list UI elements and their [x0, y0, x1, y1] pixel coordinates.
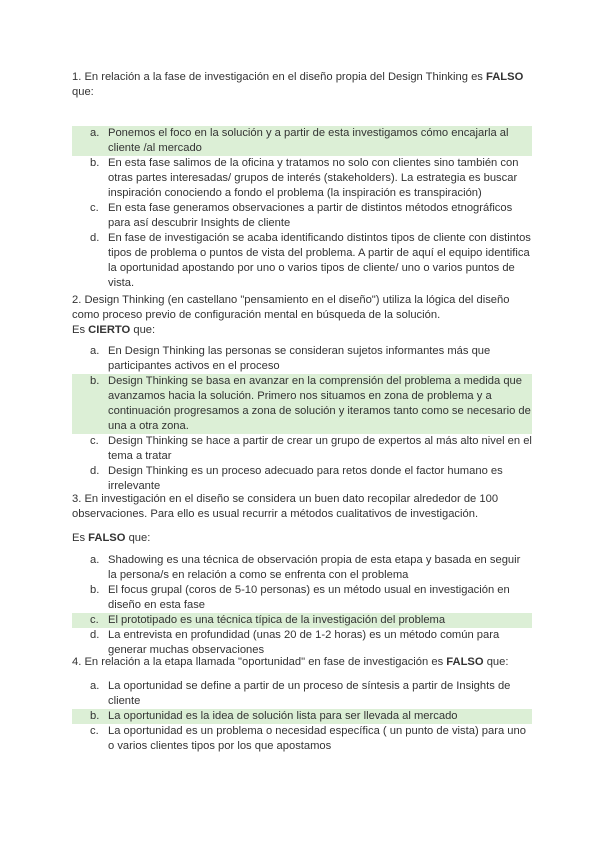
option-a[interactable]: a. Shadowing es una técnica de observación propia de esta etapa y basada en seguir la persona/s en relación a como se enfrenta con el problema	[90, 554, 521, 581]
question-3	[72, 492, 532, 658]
question-4	[72, 655, 532, 754]
option-c[interactable]: c. En esta fase generamos observaciones a partir de distintos métodos etnográficos para así descubrir Insights de cliente	[90, 202, 513, 229]
emphasis-falso: FALSO	[446, 656, 484, 668]
option-c[interactable]: c. Design Thinking se hace a partir de crear un grupo de expertos al más alto nivel en el tema a tratar	[90, 435, 532, 462]
emphasis-cierto: CIERTO	[88, 324, 131, 336]
question-4-options	[72, 679, 532, 754]
question-2-prompt: 2. Design Thinking (en castellano "pensamiento en el diseño") utiliza la lógica del diseño como proceso previo de configuración mental en búsqueda de la solución.	[72, 294, 510, 321]
question-1	[72, 70, 532, 291]
question-1-options	[72, 126, 532, 291]
emphasis-falso: FALSO	[88, 532, 126, 544]
option-a[interactable]: a. La oportunidad se define a partir de un proceso de síntesis a partir de Insights de cliente	[90, 680, 511, 707]
option-a[interactable]: a. En Design Thinking las personas se consideran sujetos informantes más que participantes activos en el proceso	[90, 345, 491, 372]
emphasis-falso: FALSO	[486, 71, 524, 83]
option-d[interactable]: d. La entrevista en profundidad (unas 20 de 1-2 horas) es un método común para generar muchas observaciones	[90, 629, 500, 656]
question-3-prompt: 3. En investigación en el diseño se considera un buen dato recopilar alrededor de 100 observaciones. Para ello es usual recurrir a métodos cualitativos de investigación.	[72, 493, 499, 520]
question-2	[72, 293, 532, 494]
option-b[interactable]: b. En esta fase salimos de la oficina y tratamos no solo con clientes sino también con otras partes interesadas/ grupos de interés (stakeholders). La estrategia es buscar inspiración conociendo a fondo el problema (la inspiración es transpiración)	[90, 157, 519, 199]
question-4-prompt: 4. En relación a la etapa llamada "oportunidad" en fase de investigación es FALSO que:	[72, 656, 509, 668]
question-2-lead: Es CIERTO que:	[72, 324, 156, 336]
option-c[interactable]: c. La oportunidad es un problema o necesidad específica ( un punto de vista) para uno o varios clientes tipos por los que apostamos	[90, 725, 526, 752]
option-b[interactable]: b. El focus grupal (coros de 5-10 personas) es un método usual en investigación en diseño en esta fase	[90, 584, 510, 611]
option-c[interactable]: c. El prototipado es una técnica típica de la investigación del problema	[72, 613, 532, 628]
option-d[interactable]: d. Design Thinking es un proceso adecuado para retos donde el factor humano es irrelevante	[90, 465, 503, 492]
question-2-options	[72, 344, 532, 494]
option-b[interactable]: b. La oportunidad es la idea de solución lista para ser llevada al mercado	[72, 709, 532, 724]
option-a[interactable]: a. Ponemos el foco en la solución y a partir de esta investigamos cómo encajarla al cliente /al mercado	[72, 126, 532, 156]
option-d[interactable]: d. En fase de investigación se acaba identificando distintos tipos de cliente con distintos tipos de problema o puntos de vista del problema. A partir de aquí el equipo identifica la oportunidad apostando por uno o varios tipos de cliente/ uno o varios puntos de vista.	[90, 232, 531, 289]
question-3-lead: Es FALSO que:	[72, 532, 151, 544]
question-1-prompt: 1. En relación a la fase de investigación en el diseño propia del Design Thinking es FALSO que:	[72, 71, 524, 98]
option-b[interactable]: b. Design Thinking se basa en avanzar en la comprensión del problema a medida que avanzamos hacia la solución. Primero nos situamos en zona de problema y a continuación progresamos a zona de solución y iteramos tanto como se necesario de una a otra zona.	[72, 374, 532, 434]
question-3-options	[72, 553, 532, 658]
